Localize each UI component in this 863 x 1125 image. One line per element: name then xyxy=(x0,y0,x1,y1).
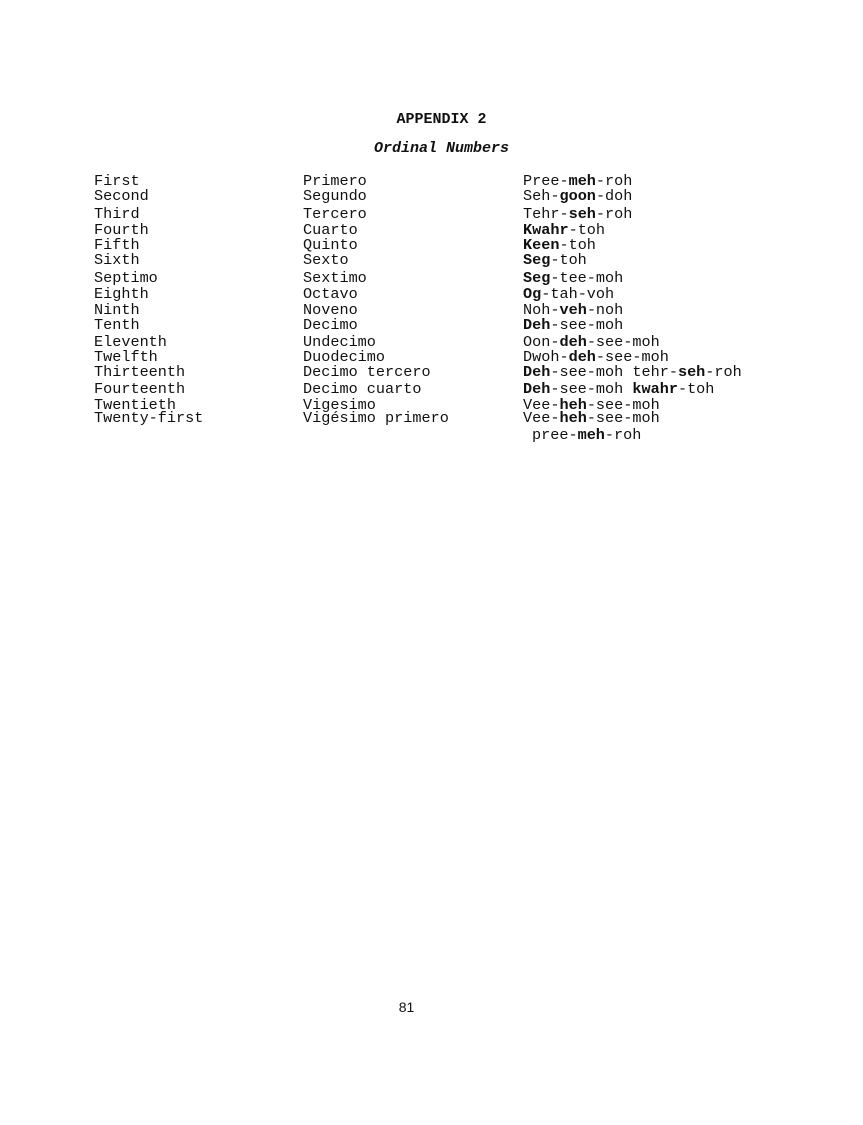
spanish-ordinal: Cuarto xyxy=(303,221,358,239)
spanish-ordinal: Undecimo xyxy=(303,333,376,351)
pronunciation-part: Deh xyxy=(523,363,551,381)
spanish-ordinal: Decimo xyxy=(303,316,358,334)
section-title: Ordinal Numbers xyxy=(373,140,510,157)
spanish-ordinal: Decimo cuarto xyxy=(303,380,422,398)
continuation-part: -roh xyxy=(604,426,642,444)
pronunciation-part: Deh xyxy=(523,316,551,334)
spanish-ordinal: Decimo tercero xyxy=(303,363,431,381)
english-ordinal: Thirteenth xyxy=(94,363,186,381)
pronunciation-part: Seh- xyxy=(523,187,560,205)
pronunciation-part: -see-moh xyxy=(550,316,624,334)
pronunciation-part: Deh xyxy=(523,380,551,398)
pronunciation-part: -toh xyxy=(559,236,596,254)
pronunciation-part: meh xyxy=(568,172,596,190)
english-ordinal: First xyxy=(94,172,140,190)
pronunciation-part: Dwoh- xyxy=(523,348,569,366)
english-ordinal: Eleventh xyxy=(94,333,167,351)
english-ordinal: Sixth xyxy=(94,251,140,269)
english-ordinal: Ninth xyxy=(94,301,140,319)
pronunciation-part: -roh xyxy=(595,172,633,190)
pronunciation xyxy=(523,252,587,269)
english-ordinal: Septimo xyxy=(94,269,158,287)
spanish-ordinal: Octavo xyxy=(303,285,358,303)
pronunciation-part: -see-moh tehr- xyxy=(550,363,678,381)
appendix-title: APPENDIX 2 xyxy=(396,111,487,128)
pronunciation-part: -see-moh xyxy=(586,409,660,427)
pronunciation-part: -see-moh xyxy=(550,380,633,398)
pronunciation-part: Oon- xyxy=(523,333,560,351)
pronunciation-part: heh xyxy=(559,396,587,414)
pronunciation-part: seh xyxy=(677,363,706,381)
pronunciation-part: Og xyxy=(523,285,542,303)
continuation-part: meh xyxy=(577,426,605,444)
pronunciation-part: heh xyxy=(559,409,587,427)
pronunciation-part: Seg xyxy=(523,251,551,269)
english-ordinal: Tenth xyxy=(94,316,140,334)
page-number: 81 xyxy=(398,999,415,1015)
english-ordinal: Fourth xyxy=(94,221,149,239)
english-ordinal: Fourteenth xyxy=(94,380,186,398)
pronunciation-part: -toh xyxy=(677,380,715,398)
pronunciation-part: kwahr xyxy=(632,380,678,398)
pronunciation-part: veh xyxy=(559,301,587,319)
english-ordinal: Twenty-first xyxy=(94,409,204,427)
pronunciation-part: -tee-moh xyxy=(550,269,624,287)
pronunciation-part: deh xyxy=(559,333,587,351)
pronunciation-continuation xyxy=(532,427,641,444)
pronunciation-part: -tah-voh xyxy=(541,285,615,303)
english-ordinal: Second xyxy=(94,187,149,205)
pronunciation-part: Noh- xyxy=(523,301,560,319)
spanish-ordinal: Noveno xyxy=(303,301,358,319)
english-ordinal: Eighth xyxy=(94,285,149,303)
pronunciation-part: Vee- xyxy=(523,409,560,427)
pronunciation-part: goon xyxy=(559,187,596,205)
english-ordinal: Fifth xyxy=(94,236,140,254)
spanish-ordinal: Duodecimo xyxy=(303,348,386,366)
pronunciation-part: Vee- xyxy=(523,396,560,414)
pronunciation-part: Keen xyxy=(523,236,560,254)
pronunciation-part: seh xyxy=(568,205,596,223)
spanish-ordinal: Quinto xyxy=(303,236,358,254)
spanish-ordinal: Primero xyxy=(303,172,367,190)
continuation-part: pree- xyxy=(532,426,578,444)
pronunciation-part: -roh xyxy=(705,363,742,381)
pronunciation-part: -toh xyxy=(568,221,606,239)
pronunciation-part: -doh xyxy=(595,187,633,205)
pronunciation-part: Kwahr xyxy=(523,221,569,239)
pronunciation-part: -see-moh xyxy=(586,396,660,414)
english-ordinal: Twentieth xyxy=(94,396,177,414)
spanish-ordinal: Vigésimo primero xyxy=(303,409,449,427)
spanish-ordinal: Tercero xyxy=(303,205,367,223)
pronunciation xyxy=(523,317,623,334)
pronunciation-part: -noh xyxy=(586,301,624,319)
pronunciation-part: -see-moh xyxy=(586,333,660,351)
pronunciation-part: deh xyxy=(568,348,596,366)
spanish-ordinal: Sextimo xyxy=(303,269,367,287)
pronunciation-part: Seg xyxy=(523,269,551,287)
pronunciation-part: -see-moh xyxy=(595,348,669,366)
pronunciation xyxy=(523,410,660,427)
pronunciation-part: -roh xyxy=(595,205,633,223)
pronunciation xyxy=(523,188,632,205)
spanish-ordinal: Sexto xyxy=(303,251,349,269)
pronunciation xyxy=(523,364,742,381)
english-ordinal: Third xyxy=(94,205,140,223)
spanish-ordinal: Vigesimo xyxy=(303,396,376,414)
pronunciation-part: -toh xyxy=(550,251,587,269)
pronunciation-part: Tehr- xyxy=(523,205,569,223)
english-ordinal: Twelfth xyxy=(94,348,158,366)
pronunciation-part: Pree- xyxy=(523,172,569,190)
spanish-ordinal: Segundo xyxy=(303,187,367,205)
